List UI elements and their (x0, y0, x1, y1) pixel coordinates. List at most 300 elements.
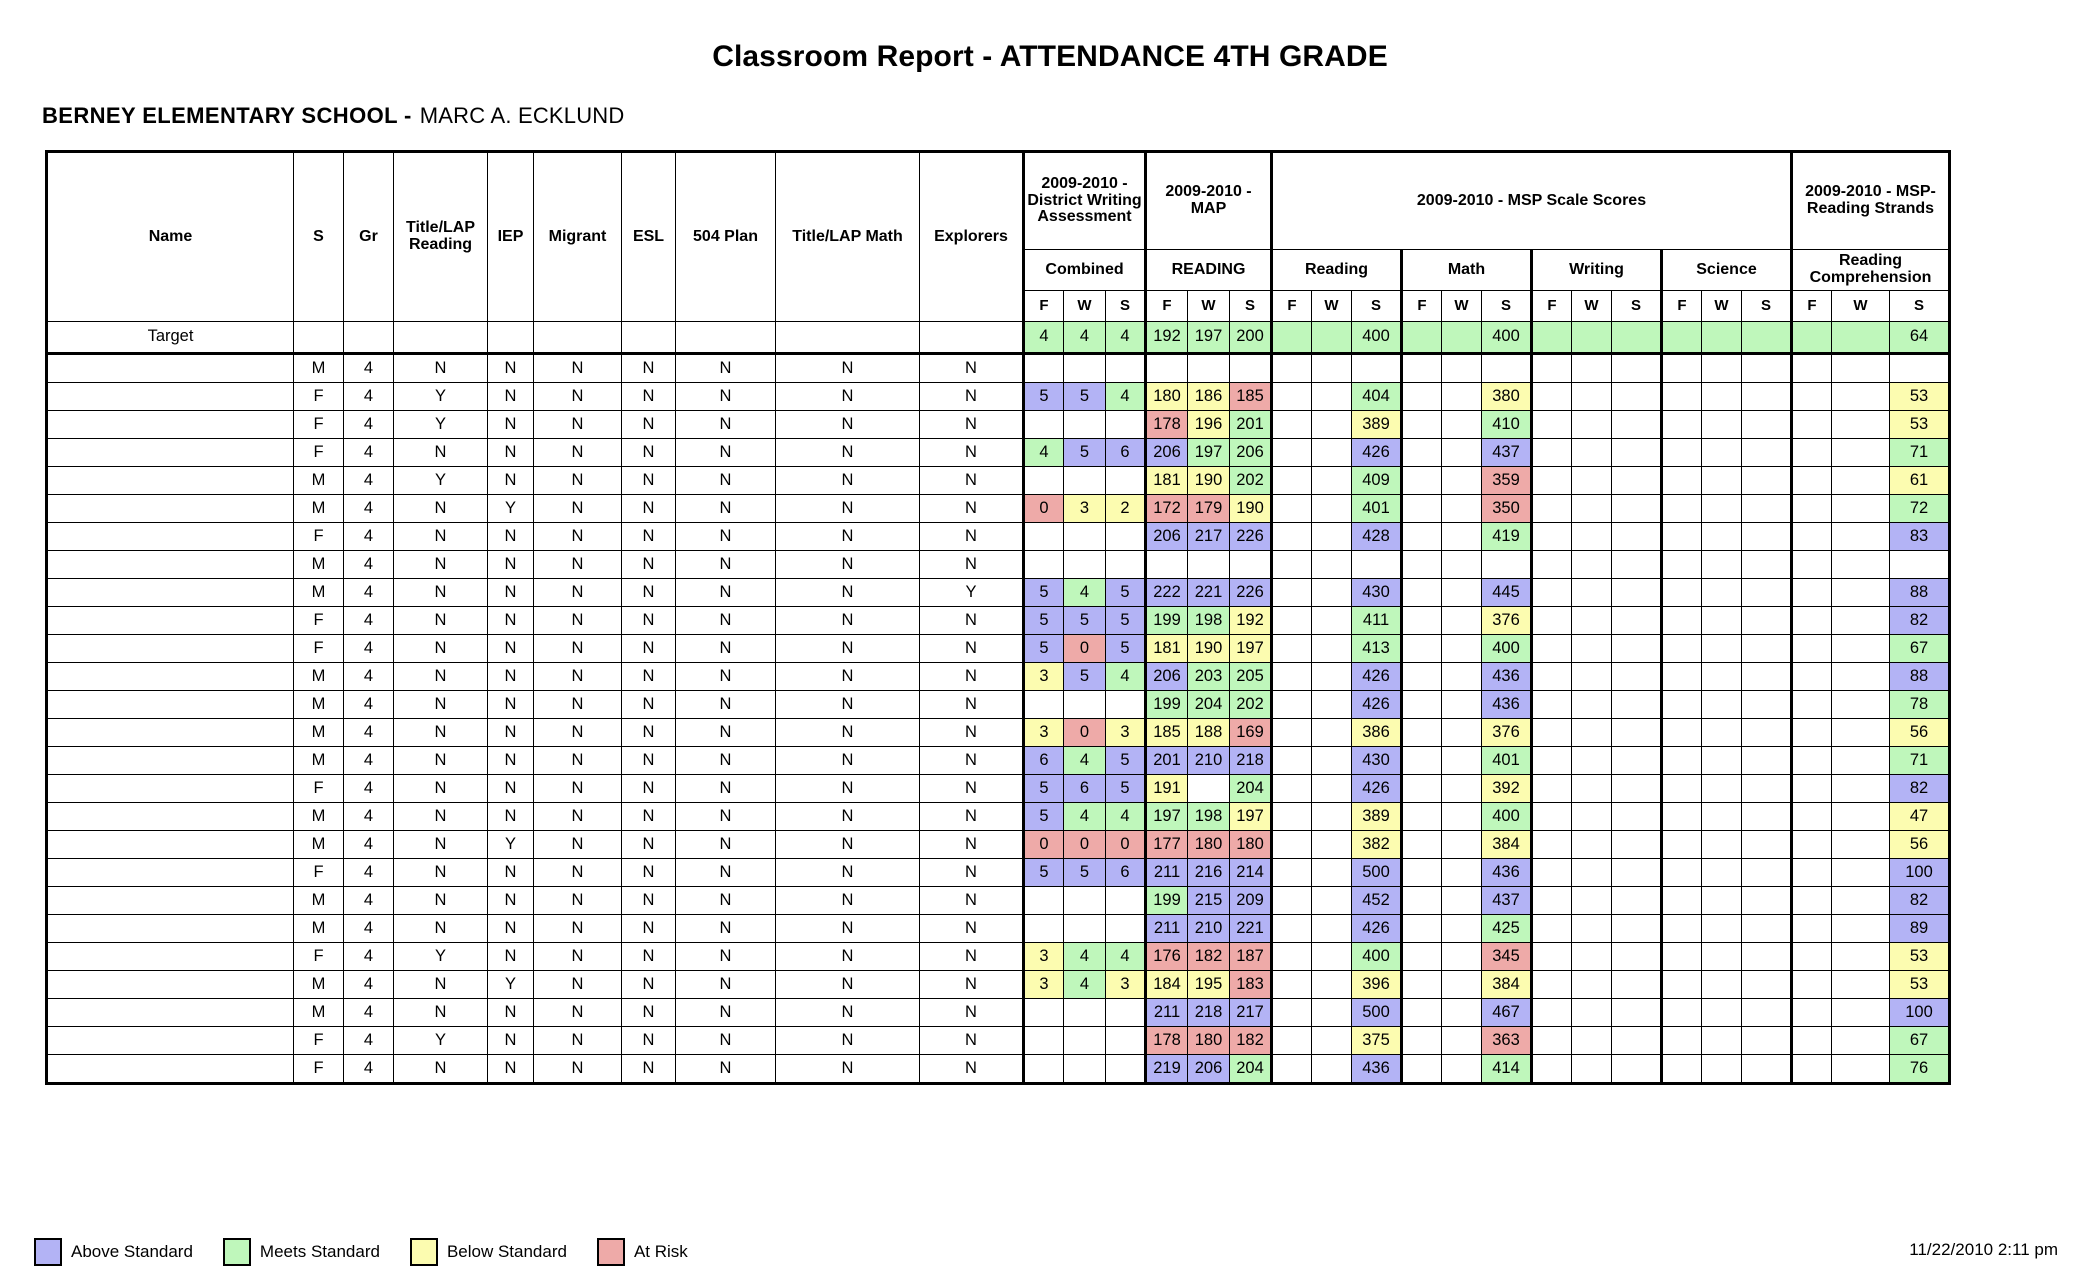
cell-title-lap-math: N (776, 971, 920, 999)
cell-map-w: 180 (1188, 831, 1230, 859)
cell-reading-comprehension-f (1792, 831, 1832, 859)
table-row[interactable] (47, 887, 1950, 915)
cell-iep: N (488, 719, 534, 747)
cell-msp-science-f (1662, 663, 1702, 691)
cell-msp-reading-s: 400 (1352, 322, 1402, 354)
cell-title-lap-reading: Y (394, 943, 488, 971)
cell-writing-f (1024, 354, 1064, 383)
table-row[interactable] (47, 859, 1950, 887)
cell-reading-comprehension-w (1832, 354, 1890, 383)
cell-title-lap-math: N (776, 383, 920, 411)
cell-writing-f (1024, 523, 1064, 551)
cell-msp-science-s (1742, 523, 1792, 551)
cell-map-f: 199 (1146, 691, 1188, 719)
cell-msp-science-s (1742, 551, 1792, 579)
cell-msp-writing-s (1612, 354, 1662, 383)
cell-writing-s (1106, 915, 1146, 943)
cell-writing-w (1064, 915, 1106, 943)
term-header-msp-science-f: F (1662, 291, 1702, 322)
cell-map-s: 185 (1230, 383, 1272, 411)
cell-iep: Y (488, 831, 534, 859)
cell-writing-f: 3 (1024, 943, 1064, 971)
table-row[interactable] (47, 831, 1950, 859)
cell-iep: N (488, 747, 534, 775)
cell-msp-science-w (1702, 915, 1742, 943)
cell-map-s: 197 (1230, 635, 1272, 663)
cell-sex: M (294, 579, 344, 607)
cell-writing-s: 5 (1106, 747, 1146, 775)
cell-title-lap-reading: N (394, 775, 488, 803)
cell-grade: 4 (344, 915, 394, 943)
table-row[interactable] (47, 971, 1950, 999)
cell-msp-math-s: 437 (1482, 439, 1532, 467)
cell-map-f: 206 (1146, 439, 1188, 467)
cell-reading-comprehension-s (1890, 354, 1950, 383)
cell-grade: 4 (344, 719, 394, 747)
cell-writing-f: 5 (1024, 607, 1064, 635)
table-row[interactable] (47, 803, 1950, 831)
cell-iep: N (488, 999, 534, 1027)
cell-msp-reading-s: 430 (1352, 747, 1402, 775)
table-row[interactable] (47, 691, 1950, 719)
table-row[interactable] (47, 607, 1950, 635)
cell-writing-w (1064, 354, 1106, 383)
cell-writing-f: 5 (1024, 635, 1064, 663)
cell-title-lap-math: N (776, 354, 920, 383)
cell-grade: 4 (344, 999, 394, 1027)
cell-reading-comprehension-w (1832, 1055, 1890, 1084)
cell-map-s: 200 (1230, 322, 1272, 354)
cell-map-f: 177 (1146, 831, 1188, 859)
table-row[interactable] (47, 943, 1950, 971)
cell-msp-science-w (1702, 719, 1742, 747)
cell-msp-math-w (1442, 831, 1482, 859)
cell-map-s: 202 (1230, 691, 1272, 719)
cell-title-lap-math: N (776, 1027, 920, 1055)
cell-msp-writing-s (1612, 915, 1662, 943)
cell-msp-science-f (1662, 691, 1702, 719)
cell-map-f: 197 (1146, 803, 1188, 831)
cell-msp-reading-s: 426 (1352, 663, 1402, 691)
cell-msp-reading-s: 452 (1352, 887, 1402, 915)
cell-msp-reading-f (1272, 719, 1312, 747)
cell-504-plan: N (676, 859, 776, 887)
cell-504-plan: N (676, 523, 776, 551)
cell-msp-reading-s: 409 (1352, 467, 1402, 495)
cell-msp-math-f (1402, 467, 1442, 495)
cell-migrant: N (534, 383, 622, 411)
cell-msp-reading-f (1272, 1055, 1312, 1084)
cell-msp-reading-s: 426 (1352, 775, 1402, 803)
cell-msp-writing-s (1612, 439, 1662, 467)
cell-reading-comprehension-w (1832, 663, 1890, 691)
cell-reading-comprehension-f (1792, 439, 1832, 467)
cell-msp-science-s (1742, 719, 1792, 747)
cell-student-name (47, 607, 294, 635)
cell-msp-science-f (1662, 551, 1702, 579)
cell-504-plan: N (676, 411, 776, 439)
legend-label-meets: Meets Standard (259, 1242, 380, 1261)
sub-header-reading-map: READING (1146, 250, 1272, 291)
cell-student-name (47, 831, 294, 859)
cell-map-w: 217 (1188, 523, 1230, 551)
cell-map-s (1230, 354, 1272, 383)
cell-msp-reading-f (1272, 691, 1312, 719)
cell-msp-reading-s: 500 (1352, 859, 1402, 887)
cell-student-name (47, 495, 294, 523)
cell-reading-comprehension-w (1832, 831, 1890, 859)
cell-msp-science-w (1702, 383, 1742, 411)
target-demo-cell (294, 322, 344, 354)
cell-grade: 4 (344, 607, 394, 635)
cell-msp-math-s: 376 (1482, 719, 1532, 747)
cell-title-lap-reading: N (394, 719, 488, 747)
cell-map-s: 190 (1230, 495, 1272, 523)
classroom-report-table (45, 150, 1951, 1085)
target-demo-cell (344, 322, 394, 354)
cell-iep: N (488, 1027, 534, 1055)
cell-msp-writing-s (1612, 747, 1662, 775)
cell-map-f: 192 (1146, 322, 1188, 354)
cell-student-name (47, 635, 294, 663)
cell-writing-w (1064, 523, 1106, 551)
cell-title-lap-math: N (776, 719, 920, 747)
cell-msp-science-s (1742, 747, 1792, 775)
target-demo-cell (920, 322, 1024, 354)
cell-msp-writing-w (1572, 635, 1612, 663)
table-row[interactable] (47, 411, 1950, 439)
cell-msp-writing-w (1572, 1055, 1612, 1084)
legend-item-below (410, 1238, 567, 1266)
cell-esl: N (622, 495, 676, 523)
cell-msp-reading-f (1272, 411, 1312, 439)
cell-iep: N (488, 663, 534, 691)
cell-reading-comprehension-f (1792, 943, 1832, 971)
cell-writing-w: 4 (1064, 322, 1106, 354)
cell-msp-writing-f (1532, 635, 1572, 663)
cell-esl: N (622, 775, 676, 803)
cell-msp-science-f (1662, 859, 1702, 887)
cell-map-w: 197 (1188, 322, 1230, 354)
cell-writing-f (1024, 1027, 1064, 1055)
cell-msp-reading-w (1312, 971, 1352, 999)
cell-iep: Y (488, 971, 534, 999)
table-row[interactable] (47, 523, 1950, 551)
cell-map-f: 206 (1146, 523, 1188, 551)
cell-title-lap-math: N (776, 551, 920, 579)
cell-msp-reading-f (1272, 495, 1312, 523)
cell-grade: 4 (344, 971, 394, 999)
cell-msp-math-f (1402, 439, 1442, 467)
cell-msp-science-s (1742, 495, 1792, 523)
cell-map-f: 172 (1146, 495, 1188, 523)
cell-msp-writing-w (1572, 915, 1612, 943)
cell-map-w: 188 (1188, 719, 1230, 747)
cell-sex: M (294, 887, 344, 915)
cell-msp-math-w (1442, 1027, 1482, 1055)
cell-msp-writing-f (1532, 607, 1572, 635)
cell-title-lap-reading: Y (394, 467, 488, 495)
cell-msp-science-f (1662, 1055, 1702, 1084)
table-row[interactable] (47, 354, 1950, 383)
cell-writing-f: 0 (1024, 831, 1064, 859)
cell-msp-math-s: 401 (1482, 747, 1532, 775)
cell-sex: F (294, 523, 344, 551)
table-row[interactable] (47, 439, 1950, 467)
cell-msp-math-f (1402, 719, 1442, 747)
cell-reading-comprehension-w (1832, 1027, 1890, 1055)
cell-reading-comprehension-s: 89 (1890, 915, 1950, 943)
cell-504-plan: N (676, 691, 776, 719)
cell-explorers: N (920, 691, 1024, 719)
cell-504-plan: N (676, 915, 776, 943)
table-row[interactable] (47, 467, 1950, 495)
cell-iep: N (488, 859, 534, 887)
cell-msp-writing-f (1532, 495, 1572, 523)
cell-map-w: 210 (1188, 747, 1230, 775)
cell-reading-comprehension-f (1792, 775, 1832, 803)
cell-explorers: N (920, 383, 1024, 411)
cell-reading-comprehension-f (1792, 971, 1832, 999)
cell-msp-reading-w (1312, 607, 1352, 635)
cell-reading-comprehension-f (1792, 691, 1832, 719)
cell-msp-writing-s (1612, 691, 1662, 719)
cell-map-f: 178 (1146, 1027, 1188, 1055)
cell-msp-reading-f (1272, 354, 1312, 383)
cell-title-lap-reading: N (394, 635, 488, 663)
cell-explorers: N (920, 747, 1024, 775)
cell-map-f: 181 (1146, 467, 1188, 495)
cell-msp-reading-w (1312, 943, 1352, 971)
cell-msp-reading-s: 386 (1352, 719, 1402, 747)
cell-reading-comprehension-w (1832, 635, 1890, 663)
table-row[interactable] (47, 635, 1950, 663)
cell-sex: M (294, 691, 344, 719)
cell-title-lap-math: N (776, 607, 920, 635)
cell-writing-s: 3 (1106, 719, 1146, 747)
cell-msp-math-s: 445 (1482, 579, 1532, 607)
term-header-msp-writing-f: F (1532, 291, 1572, 322)
cell-msp-math-w (1442, 322, 1482, 354)
cell-title-lap-math: N (776, 831, 920, 859)
cell-msp-science-f (1662, 322, 1702, 354)
table-row[interactable] (47, 1027, 1950, 1055)
cell-reading-comprehension-s: 71 (1890, 747, 1950, 775)
cell-msp-writing-s (1612, 943, 1662, 971)
cell-map-f: 219 (1146, 1055, 1188, 1084)
cell-msp-math-s: 419 (1482, 523, 1532, 551)
target-demo-cell (676, 322, 776, 354)
cell-title-lap-reading: N (394, 579, 488, 607)
cell-writing-f (1024, 411, 1064, 439)
cell-msp-writing-w (1572, 663, 1612, 691)
table-row[interactable] (47, 579, 1950, 607)
cell-msp-writing-f (1532, 971, 1572, 999)
cell-iep: N (488, 579, 534, 607)
table-row[interactable] (47, 747, 1950, 775)
cell-explorers: N (920, 495, 1024, 523)
cell-title-lap-reading: Y (394, 1027, 488, 1055)
cell-title-lap-math: N (776, 915, 920, 943)
cell-grade: 4 (344, 383, 394, 411)
cell-msp-math-s: 384 (1482, 971, 1532, 999)
cell-grade: 4 (344, 439, 394, 467)
cell-reading-comprehension-s: 88 (1890, 663, 1950, 691)
cell-student-name (47, 467, 294, 495)
cell-msp-science-s (1742, 775, 1792, 803)
cell-msp-writing-w (1572, 607, 1612, 635)
cell-migrant: N (534, 439, 622, 467)
cell-writing-f: 5 (1024, 775, 1064, 803)
cell-msp-science-f (1662, 999, 1702, 1027)
cell-reading-comprehension-w (1832, 691, 1890, 719)
term-header-writing-s: S (1106, 291, 1146, 322)
cell-msp-writing-f (1532, 579, 1572, 607)
cell-msp-science-w (1702, 831, 1742, 859)
cell-msp-science-w (1702, 579, 1742, 607)
cell-msp-science-s (1742, 915, 1792, 943)
table-row[interactable] (47, 1055, 1950, 1084)
cell-msp-writing-w (1572, 971, 1612, 999)
cell-map-w: 180 (1188, 1027, 1230, 1055)
cell-grade: 4 (344, 411, 394, 439)
cell-writing-s (1106, 467, 1146, 495)
cell-title-lap-math: N (776, 467, 920, 495)
cell-msp-reading-w (1312, 579, 1352, 607)
cell-reading-comprehension-s (1890, 551, 1950, 579)
cell-msp-reading-f (1272, 322, 1312, 354)
cell-sex: M (294, 999, 344, 1027)
cell-msp-math-s: 400 (1482, 803, 1532, 831)
cell-msp-science-w (1702, 859, 1742, 887)
cell-reading-comprehension-w (1832, 495, 1890, 523)
cell-msp-science-f (1662, 607, 1702, 635)
cell-msp-science-f (1662, 775, 1702, 803)
term-header-msp-reading-f: F (1272, 291, 1312, 322)
cell-esl: N (622, 971, 676, 999)
term-header-map-f: F (1146, 291, 1188, 322)
cell-msp-reading-w (1312, 635, 1352, 663)
cell-msp-math-f (1402, 831, 1442, 859)
cell-explorers: Y (920, 579, 1024, 607)
cell-reading-comprehension-f (1792, 887, 1832, 915)
table-row[interactable] (47, 495, 1950, 523)
cell-writing-s: 4 (1106, 663, 1146, 691)
table-head (47, 152, 1950, 322)
cell-esl: N (622, 663, 676, 691)
cell-504-plan: N (676, 775, 776, 803)
cell-sex: F (294, 1027, 344, 1055)
cell-sex: F (294, 775, 344, 803)
cell-msp-reading-f (1272, 523, 1312, 551)
cell-writing-f (1024, 691, 1064, 719)
cell-msp-writing-s (1612, 495, 1662, 523)
cell-iep: Y (488, 495, 534, 523)
cell-title-lap-reading: N (394, 551, 488, 579)
cell-writing-s (1106, 551, 1146, 579)
cell-map-w: 182 (1188, 943, 1230, 971)
cell-writing-f (1024, 887, 1064, 915)
cell-student-name (47, 747, 294, 775)
legend-item-above (34, 1238, 193, 1266)
table-row[interactable] (47, 551, 1950, 579)
cell-msp-writing-w (1572, 691, 1612, 719)
cell-sex: M (294, 467, 344, 495)
cell-title-lap-reading: N (394, 999, 488, 1027)
cell-msp-reading-s: 404 (1352, 383, 1402, 411)
cell-esl: N (622, 999, 676, 1027)
cell-grade: 4 (344, 663, 394, 691)
cell-msp-writing-w (1572, 887, 1612, 915)
cell-504-plan: N (676, 607, 776, 635)
cell-msp-reading-f (1272, 439, 1312, 467)
cell-migrant: N (534, 831, 622, 859)
cell-msp-math-w (1442, 663, 1482, 691)
table-row[interactable] (47, 915, 1950, 943)
col-header-esl: ESL (622, 152, 676, 322)
cell-msp-science-w (1702, 411, 1742, 439)
cell-msp-math-f (1402, 495, 1442, 523)
page-title: Classroom Report - ATTENDANCE 4TH GRADE (712, 40, 1388, 73)
cell-esl: N (622, 1027, 676, 1055)
cell-esl: N (622, 635, 676, 663)
cell-msp-math-s: 414 (1482, 1055, 1532, 1084)
cell-writing-s: 6 (1106, 439, 1146, 467)
cell-title-lap-math: N (776, 635, 920, 663)
cell-msp-science-s (1742, 999, 1792, 1027)
table-row[interactable] (47, 775, 1950, 803)
cell-msp-writing-s (1612, 551, 1662, 579)
cell-msp-math-f (1402, 747, 1442, 775)
cell-msp-math-w (1442, 915, 1482, 943)
cell-writing-w: 6 (1064, 775, 1106, 803)
cell-msp-math-w (1442, 607, 1482, 635)
cell-writing-s: 5 (1106, 607, 1146, 635)
cell-iep: N (488, 635, 534, 663)
cell-504-plan: N (676, 719, 776, 747)
cell-msp-writing-s (1612, 999, 1662, 1027)
cell-map-s (1230, 551, 1272, 579)
cell-explorers: N (920, 775, 1024, 803)
cell-student-name (47, 663, 294, 691)
table-row[interactable] (47, 663, 1950, 691)
table-row[interactable] (47, 719, 1950, 747)
cell-sex: M (294, 551, 344, 579)
cell-writing-s: 3 (1106, 971, 1146, 999)
cell-msp-math-f (1402, 1027, 1442, 1055)
cell-msp-math-w (1442, 803, 1482, 831)
cell-explorers: N (920, 467, 1024, 495)
cell-msp-writing-w (1572, 439, 1612, 467)
table-row[interactable] (47, 383, 1950, 411)
cell-msp-science-w (1702, 887, 1742, 915)
cell-reading-comprehension-f (1792, 747, 1832, 775)
cell-reading-comprehension-f (1792, 354, 1832, 383)
cell-msp-science-w (1702, 747, 1742, 775)
cell-msp-math-s: 376 (1482, 607, 1532, 635)
cell-sex: M (294, 747, 344, 775)
cell-reading-comprehension-s: 61 (1890, 467, 1950, 495)
table-row[interactable] (47, 999, 1950, 1027)
col-header-sex: S (294, 152, 344, 322)
cell-map-s: 197 (1230, 803, 1272, 831)
cell-msp-reading-f (1272, 579, 1312, 607)
cell-map-f: 180 (1146, 383, 1188, 411)
cell-msp-science-w (1702, 635, 1742, 663)
cell-msp-science-f (1662, 411, 1702, 439)
cell-reading-comprehension-f (1792, 859, 1832, 887)
cell-msp-writing-s (1612, 859, 1662, 887)
